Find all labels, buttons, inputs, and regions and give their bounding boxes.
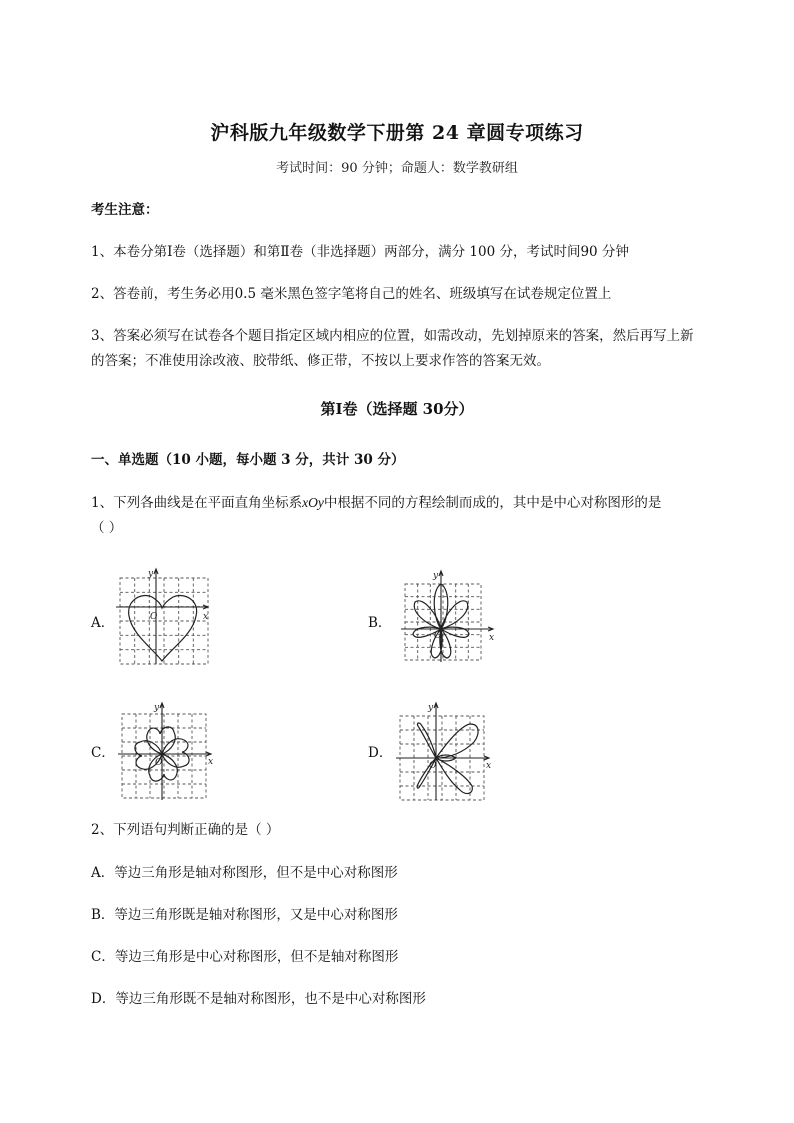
q1-option-a-label[interactable]: A． xyxy=(91,615,115,631)
q1-option-c-label[interactable]: C． xyxy=(91,745,115,761)
q2-option-c[interactable]: C．等边三角形是中心对称图形，但不是轴对称图形 xyxy=(91,949,399,965)
heart-curve-icon xyxy=(114,566,220,670)
x-axis-label: x xyxy=(486,761,492,771)
q2-option-a[interactable]: A．等边三角形是轴对称图形，但不是中心对称图形 xyxy=(91,865,398,881)
x-axis-label: x xyxy=(208,757,214,767)
notice-item-1: 1、本卷分第Ⅰ卷（选择题）和第Ⅱ卷（非选择题）两部分，满分 100 分，考试时间90 分钟 xyxy=(91,244,629,260)
page-title: 沪科版九年级数学下册第 24 章圆专项练习 xyxy=(210,122,584,144)
q1-option-d-label[interactable]: D． xyxy=(368,745,393,761)
notice-heading: 考生注意： xyxy=(91,202,159,218)
four-heart-clover-icon xyxy=(116,700,222,804)
origin-label: O xyxy=(429,761,437,771)
x-axis-label: x xyxy=(489,633,495,643)
origin-label: O xyxy=(434,631,442,641)
y-axis-label: y xyxy=(428,703,434,713)
origin-label: O xyxy=(155,758,163,768)
y-axis-label: y xyxy=(154,703,160,713)
question-1-stem xyxy=(91,491,661,515)
four-petal-flower-icon xyxy=(397,568,503,672)
diagonal-petal-icon xyxy=(394,700,500,804)
notice-item-3-line-1: 3、答案必须写在试卷各个题目指定区域内相应的位置，如需改动，先划掉原来的答案，然后再写上新 xyxy=(91,328,694,344)
notice-item-2: 2、答卷前，考生务必用0.5 毫米黑色签字笔将自己的姓名、班级填写在试卷规定位置上 xyxy=(91,286,612,302)
y-axis-label: y xyxy=(433,571,439,581)
part-heading: 一、单选题（10 小题，每小题 3 分，共计 30 分） xyxy=(91,452,405,468)
q2-option-b[interactable]: B．等边三角形既是轴对称图形，又是中心对称图形 xyxy=(91,907,398,923)
y-axis-label: y xyxy=(148,569,154,579)
exam-info: 考试时间：90 分钟；命题人：数学教研组 xyxy=(276,161,518,176)
section-title: 第Ⅰ卷（选择题 30分） xyxy=(320,400,474,418)
origin-label: O xyxy=(150,612,158,622)
question-1-stem-b: 中根据不同的方程绘制而成的，其中是中心对称图形的是 xyxy=(323,495,662,511)
q1-option-b-label[interactable]: B． xyxy=(368,615,392,631)
question-1-blank: （ ） xyxy=(91,520,123,536)
notice-item-3-line-2: 的答案；不准使用涂改液、胶带纸、修正带，不按以上要求作答的答案无效。 xyxy=(91,353,550,369)
question-2-stem: 2、下列语句判断正确的是（ ） xyxy=(91,822,280,838)
question-1-variable: xOy xyxy=(302,495,324,510)
question-1-stem-a: 1、下列各曲线是在平面直角坐标系 xyxy=(91,495,303,511)
x-axis-label: x xyxy=(203,612,209,622)
q2-option-d[interactable]: D．等边三角形既不是轴对称图形，也不是中心对称图形 xyxy=(91,991,426,1007)
